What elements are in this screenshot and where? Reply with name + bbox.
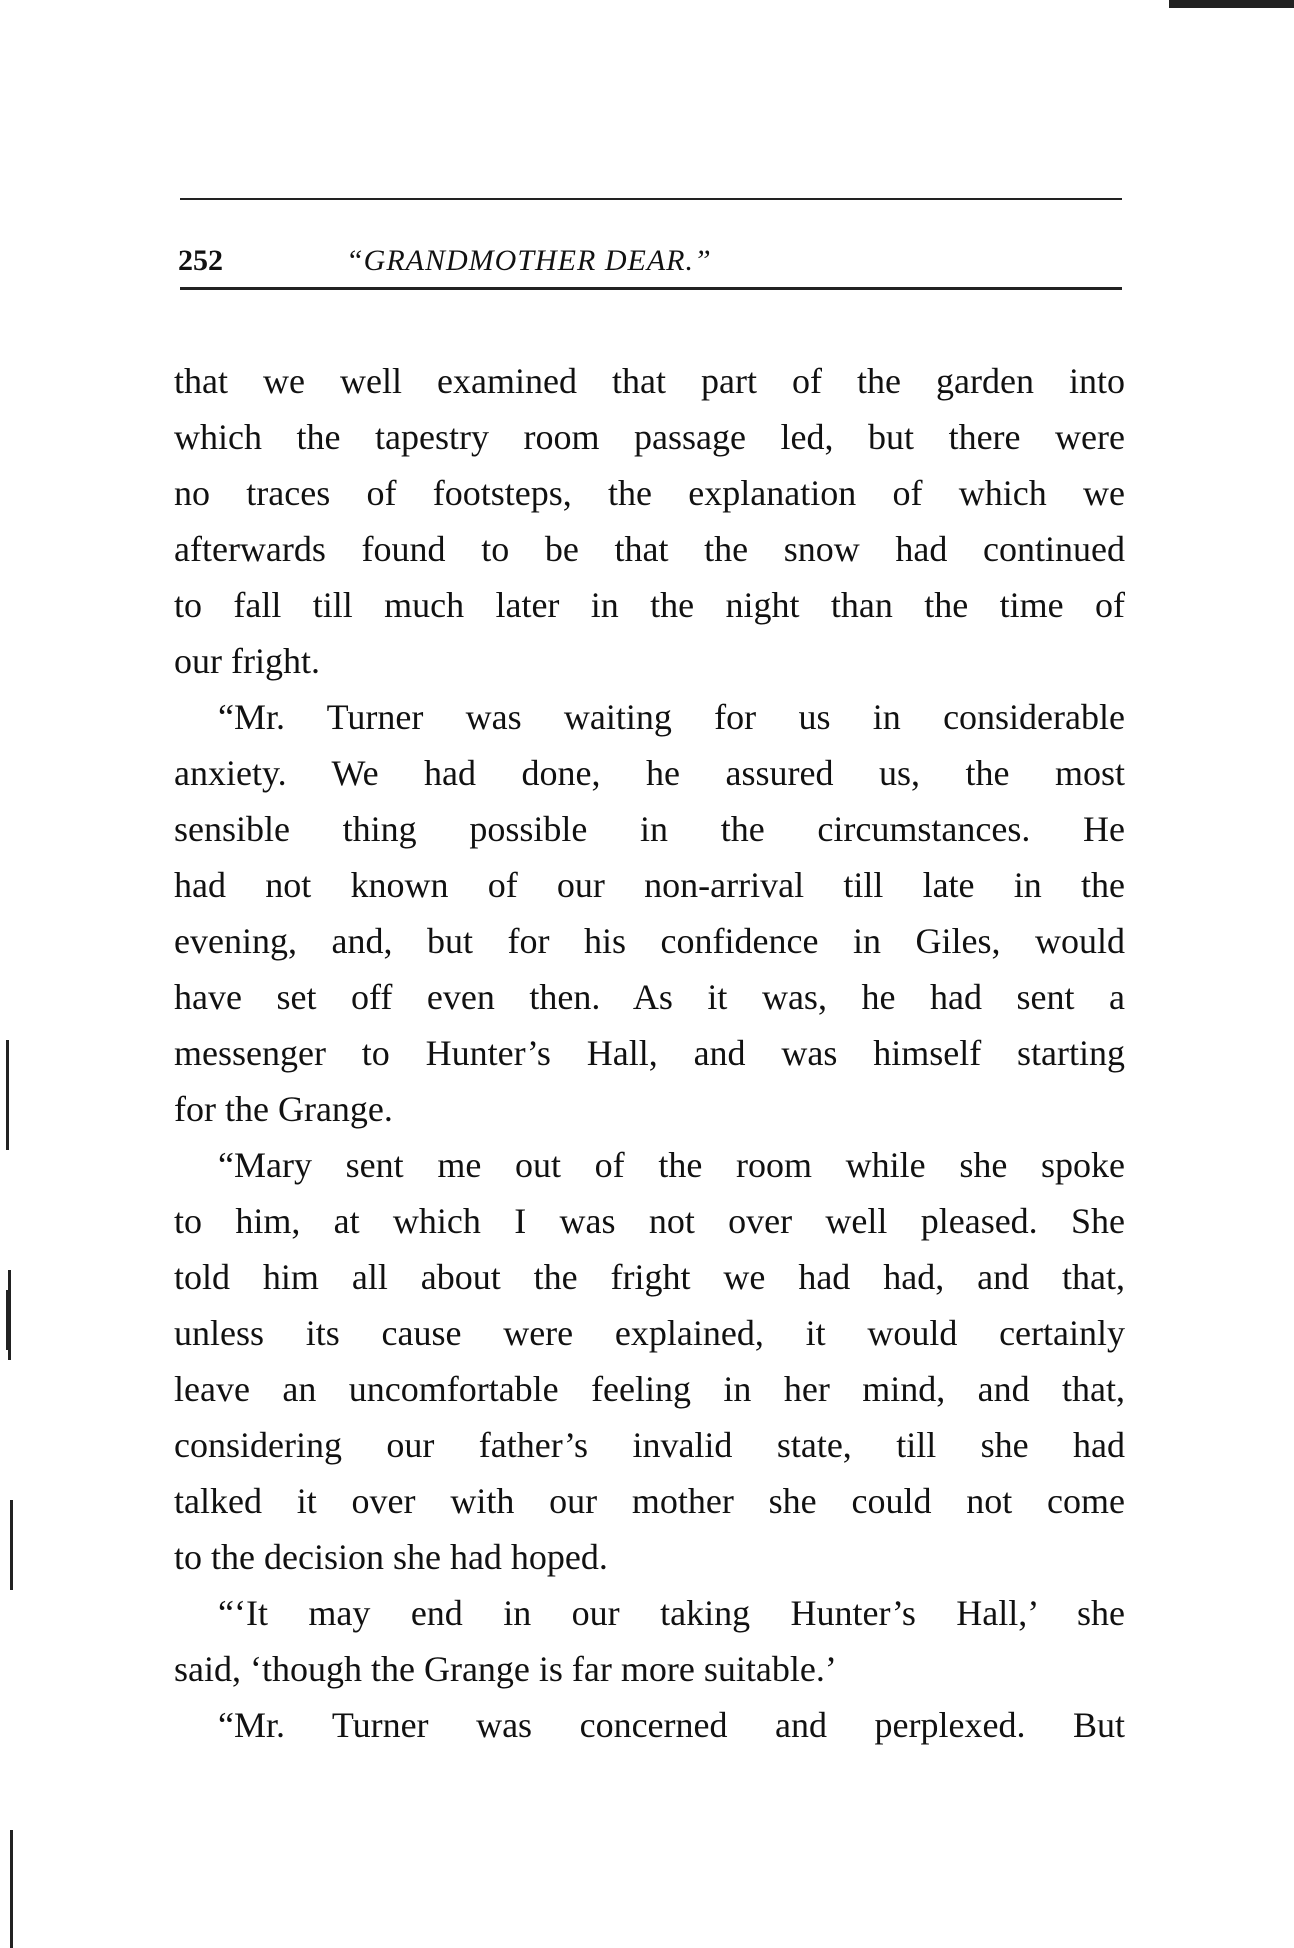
text-line: our fright.: [174, 641, 320, 681]
text-line: no traces of footsteps, the explanation of which we: [174, 473, 1125, 513]
binding-shadow: [6, 1040, 9, 1150]
text-line: which the tapestry room passage led, but there were: [174, 417, 1125, 457]
text-line: to the decision she had hoped.: [174, 1537, 608, 1577]
running-title: “GRANDMOTHER DEAR.”: [346, 244, 712, 277]
text-line: have set off even then. As it was, he had sent a: [174, 977, 1125, 1017]
text-line: that we well examined that part of the garden into: [174, 361, 1125, 401]
text-line: “‘It may end in our taking Hunter’s Hall,’ she: [218, 1593, 1125, 1633]
text-line: messenger to Hunter’s Hall, and was himself starting: [174, 1033, 1125, 1073]
text-line: anxiety. We had done, he assured us, the most: [174, 753, 1125, 793]
text-line: to him, at which I was not over well pleased. She: [174, 1201, 1125, 1241]
header-bottom-rule: [180, 287, 1122, 290]
text-line: considering our father’s invalid state, till she had: [174, 1425, 1125, 1465]
scan-edge-mark: [1169, 0, 1294, 8]
text-line: “Mr. Turner was concerned and perplexed. But: [218, 1705, 1125, 1745]
text-line: talked it over with our mother she could not come: [174, 1481, 1125, 1521]
text-line: to fall till much later in the night than the time of: [174, 585, 1125, 625]
page-number: 252: [178, 244, 223, 277]
body-text: [174, 353, 1125, 1753]
binding-shadow: [6, 1290, 8, 1350]
text-line: evening, and, but for his confidence in Giles, would: [174, 921, 1125, 961]
text-line: leave an uncomfortable feeling in her mind, and that,: [174, 1369, 1125, 1409]
binding-shadow: [8, 1270, 11, 1360]
text-line: for the Grange.: [174, 1089, 393, 1129]
text-line: unless its cause were explained, it would certainly: [174, 1313, 1125, 1353]
text-line: said, ‘though the Grange is far more suitable.’: [174, 1649, 837, 1689]
header-top-rule: [180, 198, 1122, 200]
text-line: “Mary sent me out of the room while she spoke: [218, 1145, 1125, 1185]
binding-shadow: [10, 1500, 13, 1590]
text-line: had not known of our non-arrival till late in the: [174, 865, 1125, 905]
text-line: sensible thing possible in the circumstances. He: [174, 809, 1125, 849]
text-line: afterwards found to be that the snow had continued: [174, 529, 1125, 569]
text-line: told him all about the fright we had had, and that,: [174, 1257, 1125, 1297]
text-line: “Mr. Turner was waiting for us in considerable: [218, 697, 1125, 737]
binding-shadow: [10, 1830, 13, 1948]
